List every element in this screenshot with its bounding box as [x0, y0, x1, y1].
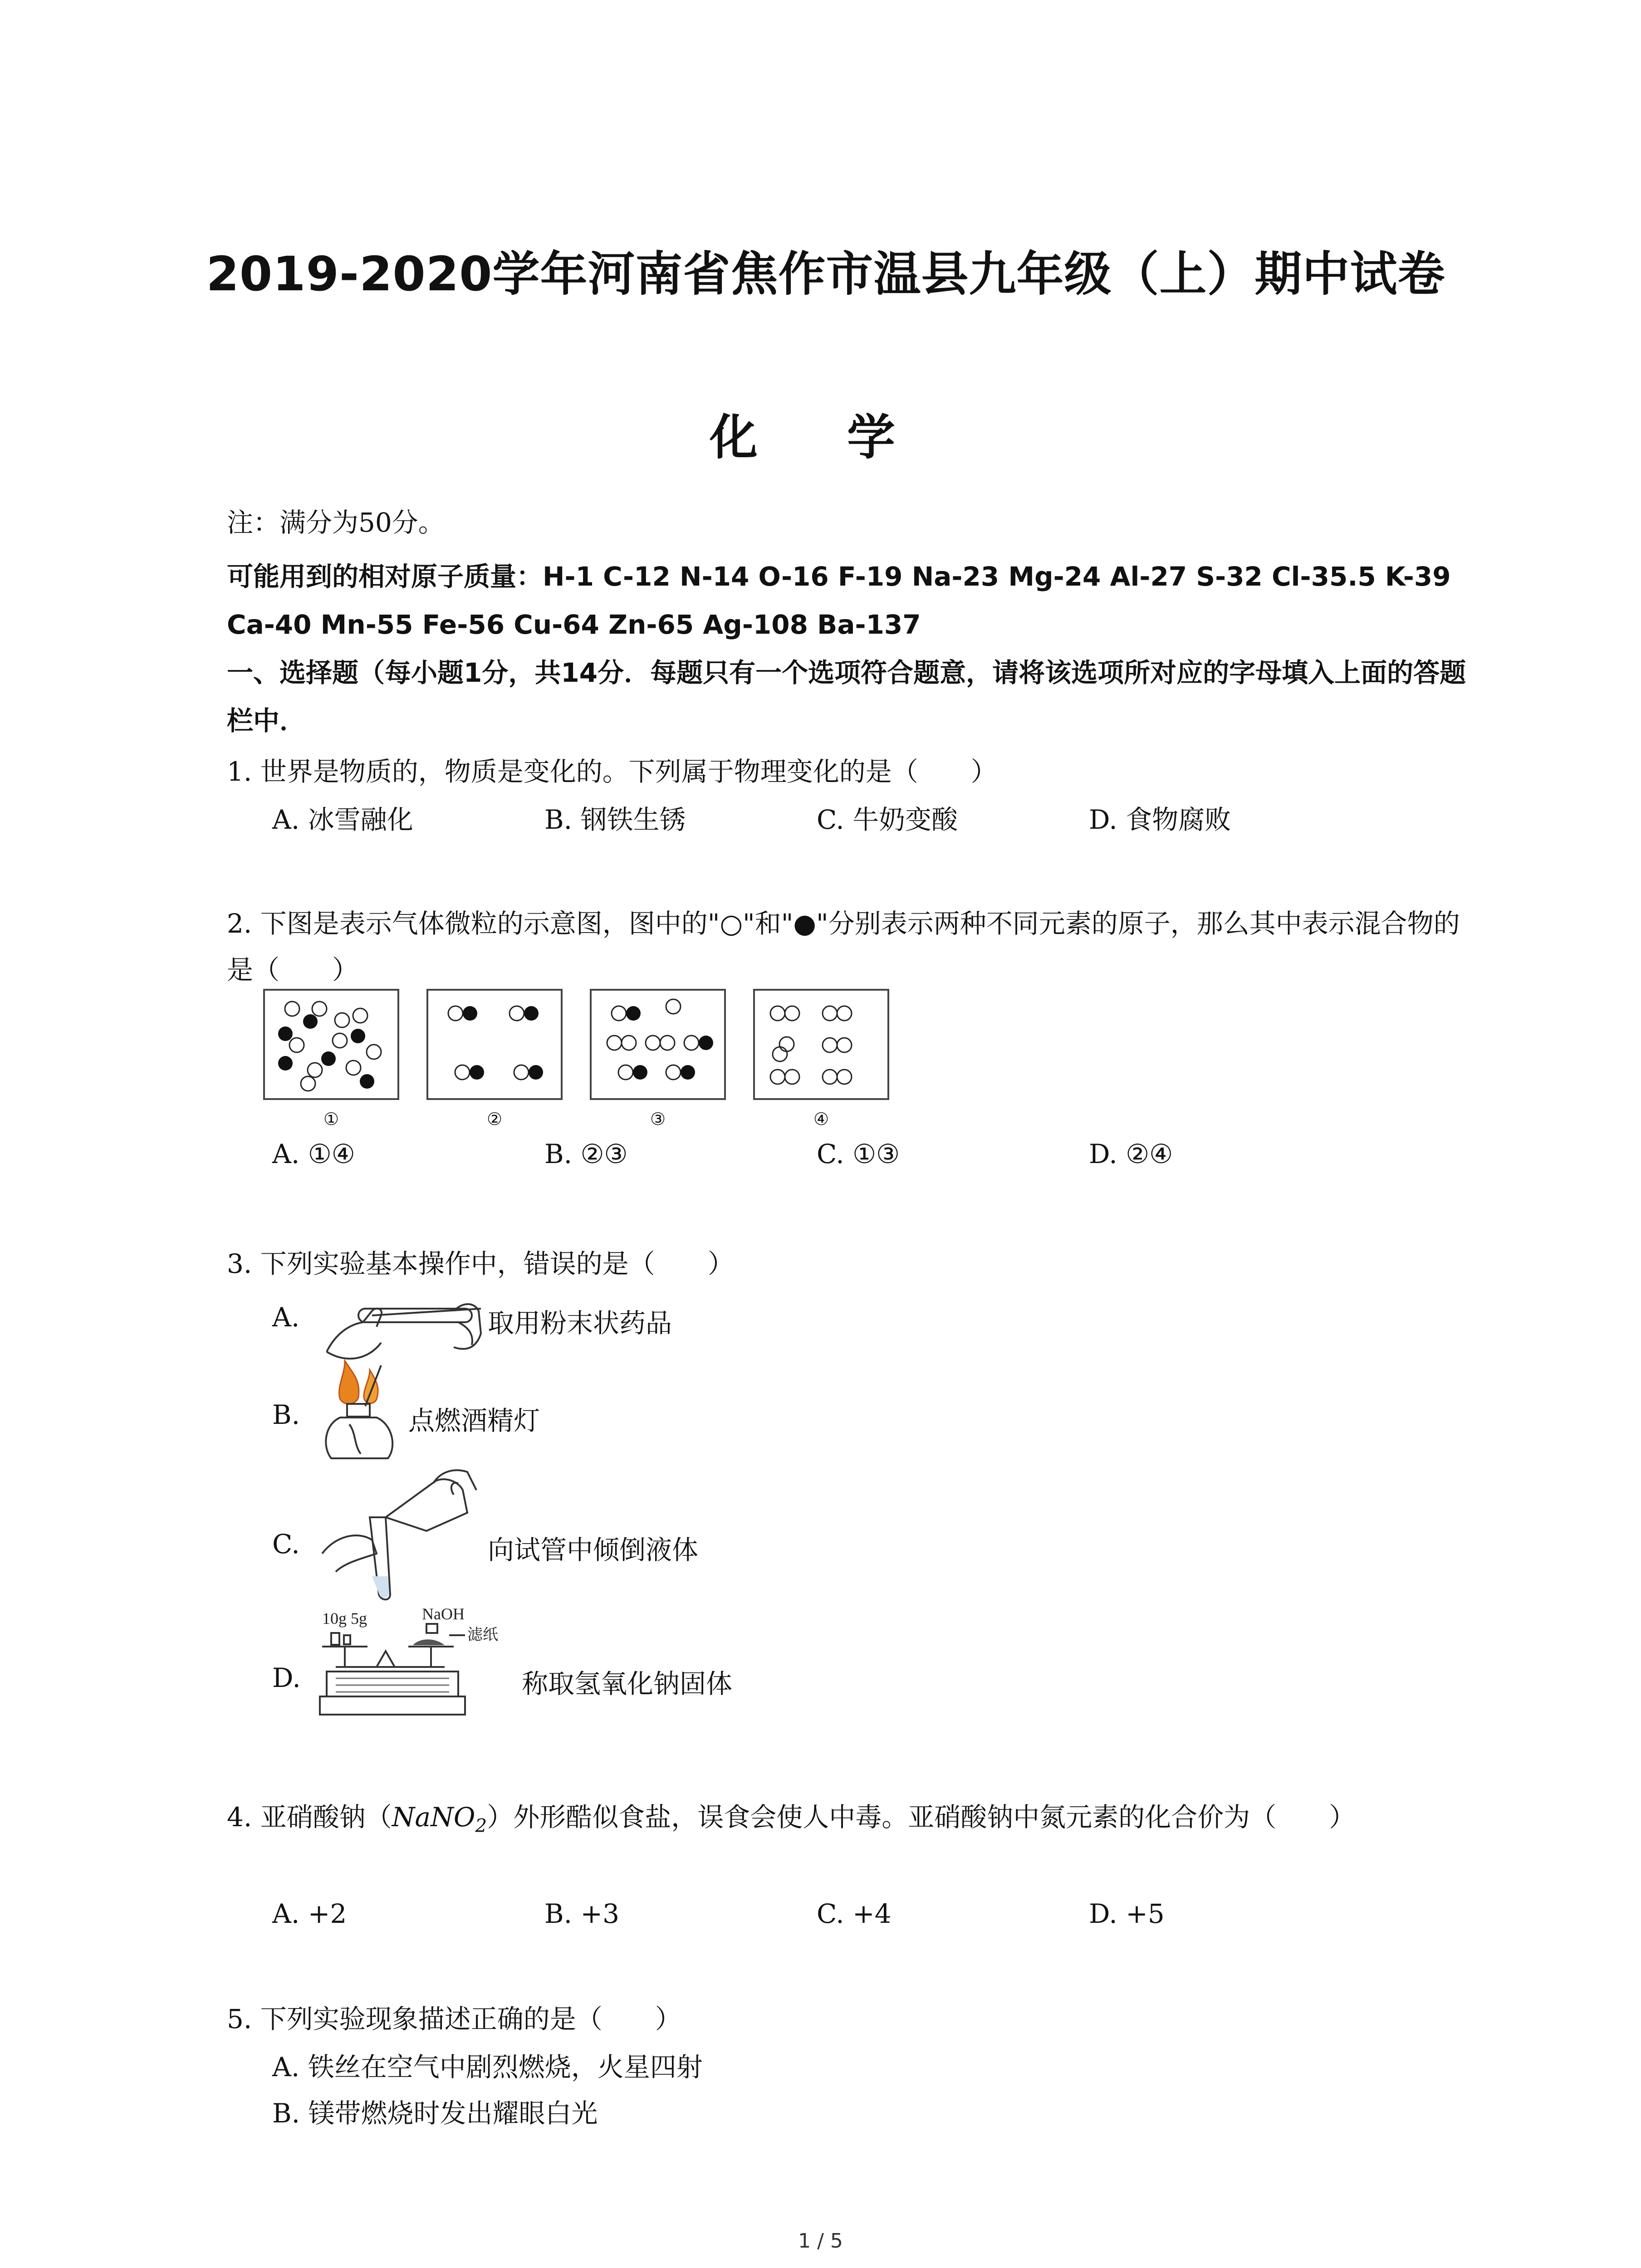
caption-d: 称取氢氧化钠固体	[522, 1668, 733, 1699]
question-2-option-c: C. ①③	[817, 1139, 900, 1169]
question-3-letter-b: B.	[272, 1399, 300, 1430]
question-1-stem: 1. 世界是物质的，物质是变化的。下列属于物理变化的是（ ）	[227, 756, 997, 787]
question-4-stem	[227, 1794, 1474, 1849]
question-4-option-c: C. +4	[817, 1898, 892, 1929]
question-4-option-a: A. +2	[272, 1898, 347, 1929]
question-3-letter-d: D.	[272, 1662, 301, 1693]
question-3-stem: 3. 下列实验基本操作中，错误的是（ ）	[227, 1248, 734, 1279]
question-3-letter-c: C.	[272, 1529, 300, 1559]
box-label-4: ④	[813, 1109, 829, 1129]
question-2-option-d: D. ②④	[1089, 1139, 1173, 1169]
question-1-option-b: B. 钢铁生锈	[544, 804, 686, 835]
particle-box-1	[263, 989, 399, 1100]
particle-box-4	[753, 989, 889, 1100]
balance-scale-illustration	[318, 1603, 508, 1724]
naoh-label: NaOH	[422, 1605, 465, 1623]
question-2-option-a: A. ①④	[272, 1139, 355, 1169]
filter-paper-label: 滤纸	[467, 1626, 498, 1644]
question-5-option-b: B. 镁带燃烧时发出耀眼白光	[272, 2098, 598, 2129]
question-2-option-b: B. ②③	[544, 1139, 628, 1169]
particle-box-2	[426, 989, 563, 1100]
weights-label: 10g 5g	[322, 1609, 367, 1628]
question-5-stem: 5. 下列实验现象描述正确的是（ ）	[227, 2004, 681, 2034]
caption-c: 向试管中倾倒液体	[488, 1535, 699, 1565]
question-1-option-c: C. 牛奶变酸	[817, 804, 958, 835]
question-4-option-d: D. +5	[1089, 1898, 1165, 1929]
box-label-1: ①	[323, 1109, 339, 1129]
pour-liquid-illustration	[318, 1463, 485, 1606]
question-5-option-a: A. 铁丝在空气中剧烈燃烧，火星四射	[272, 2052, 703, 2082]
page-number: 1 / 5	[798, 2229, 843, 2253]
subject-title: 化 学	[710, 410, 931, 465]
box-label-2: ②	[486, 1109, 503, 1129]
section-heading: 一、选择题（每小题1分，共14分．每题只有一个选项符合题意，请将该选项所对应的字母填入上面的答题栏中．	[227, 657, 1466, 736]
box-label-3: ③	[650, 1109, 666, 1129]
formula-subscript: 2	[475, 1814, 487, 1837]
particle-box-3	[590, 989, 726, 1100]
question-4-stem-before: 4. 亚硝酸钠（	[227, 1802, 392, 1833]
question-3-letter-a: A.	[272, 1302, 300, 1333]
formula-main: NaNO	[392, 1802, 475, 1833]
exam-title: 2019-2020学年河南省焦作市温县九年级（上）期中试卷	[206, 246, 1445, 302]
question-1-option-a: A. 冰雪融化	[272, 804, 413, 835]
alcohol-lamp-illustration	[313, 1356, 404, 1467]
caption-a: 取用粉末状药品	[488, 1308, 672, 1339]
caption-b: 点燃酒精灯	[408, 1405, 540, 1436]
atomic-masses: 可能用到的相对原子质量：H-1 C-12 N-14 O-16 F-19 Na-23 Mg-24 Al-27 S-32 Cl-35.5 K-39 Ca-40 Mn-55 Fe-56 Cu-64 Zn-65 Ag-108 Ba-137	[227, 561, 1451, 640]
question-2-stem: 2. 下图是表示气体微粒的示意图，图中的"○"和"●"分别表示两种不同元素的原子，那么其中表示混合物的是（ ）	[227, 908, 1460, 985]
question-4-option-b: B. +3	[544, 1898, 619, 1929]
sodium-nitrite-formula	[392, 1802, 487, 1837]
question-4-stem-after: ）外形酷似食盐，误食会使人中毒。亚硝酸钠中氮元素的化合价为（ ）	[487, 1802, 1356, 1833]
question-1-option-d: D. 食物腐败	[1089, 804, 1231, 835]
score-note: 注：满分为50分。	[227, 507, 445, 538]
